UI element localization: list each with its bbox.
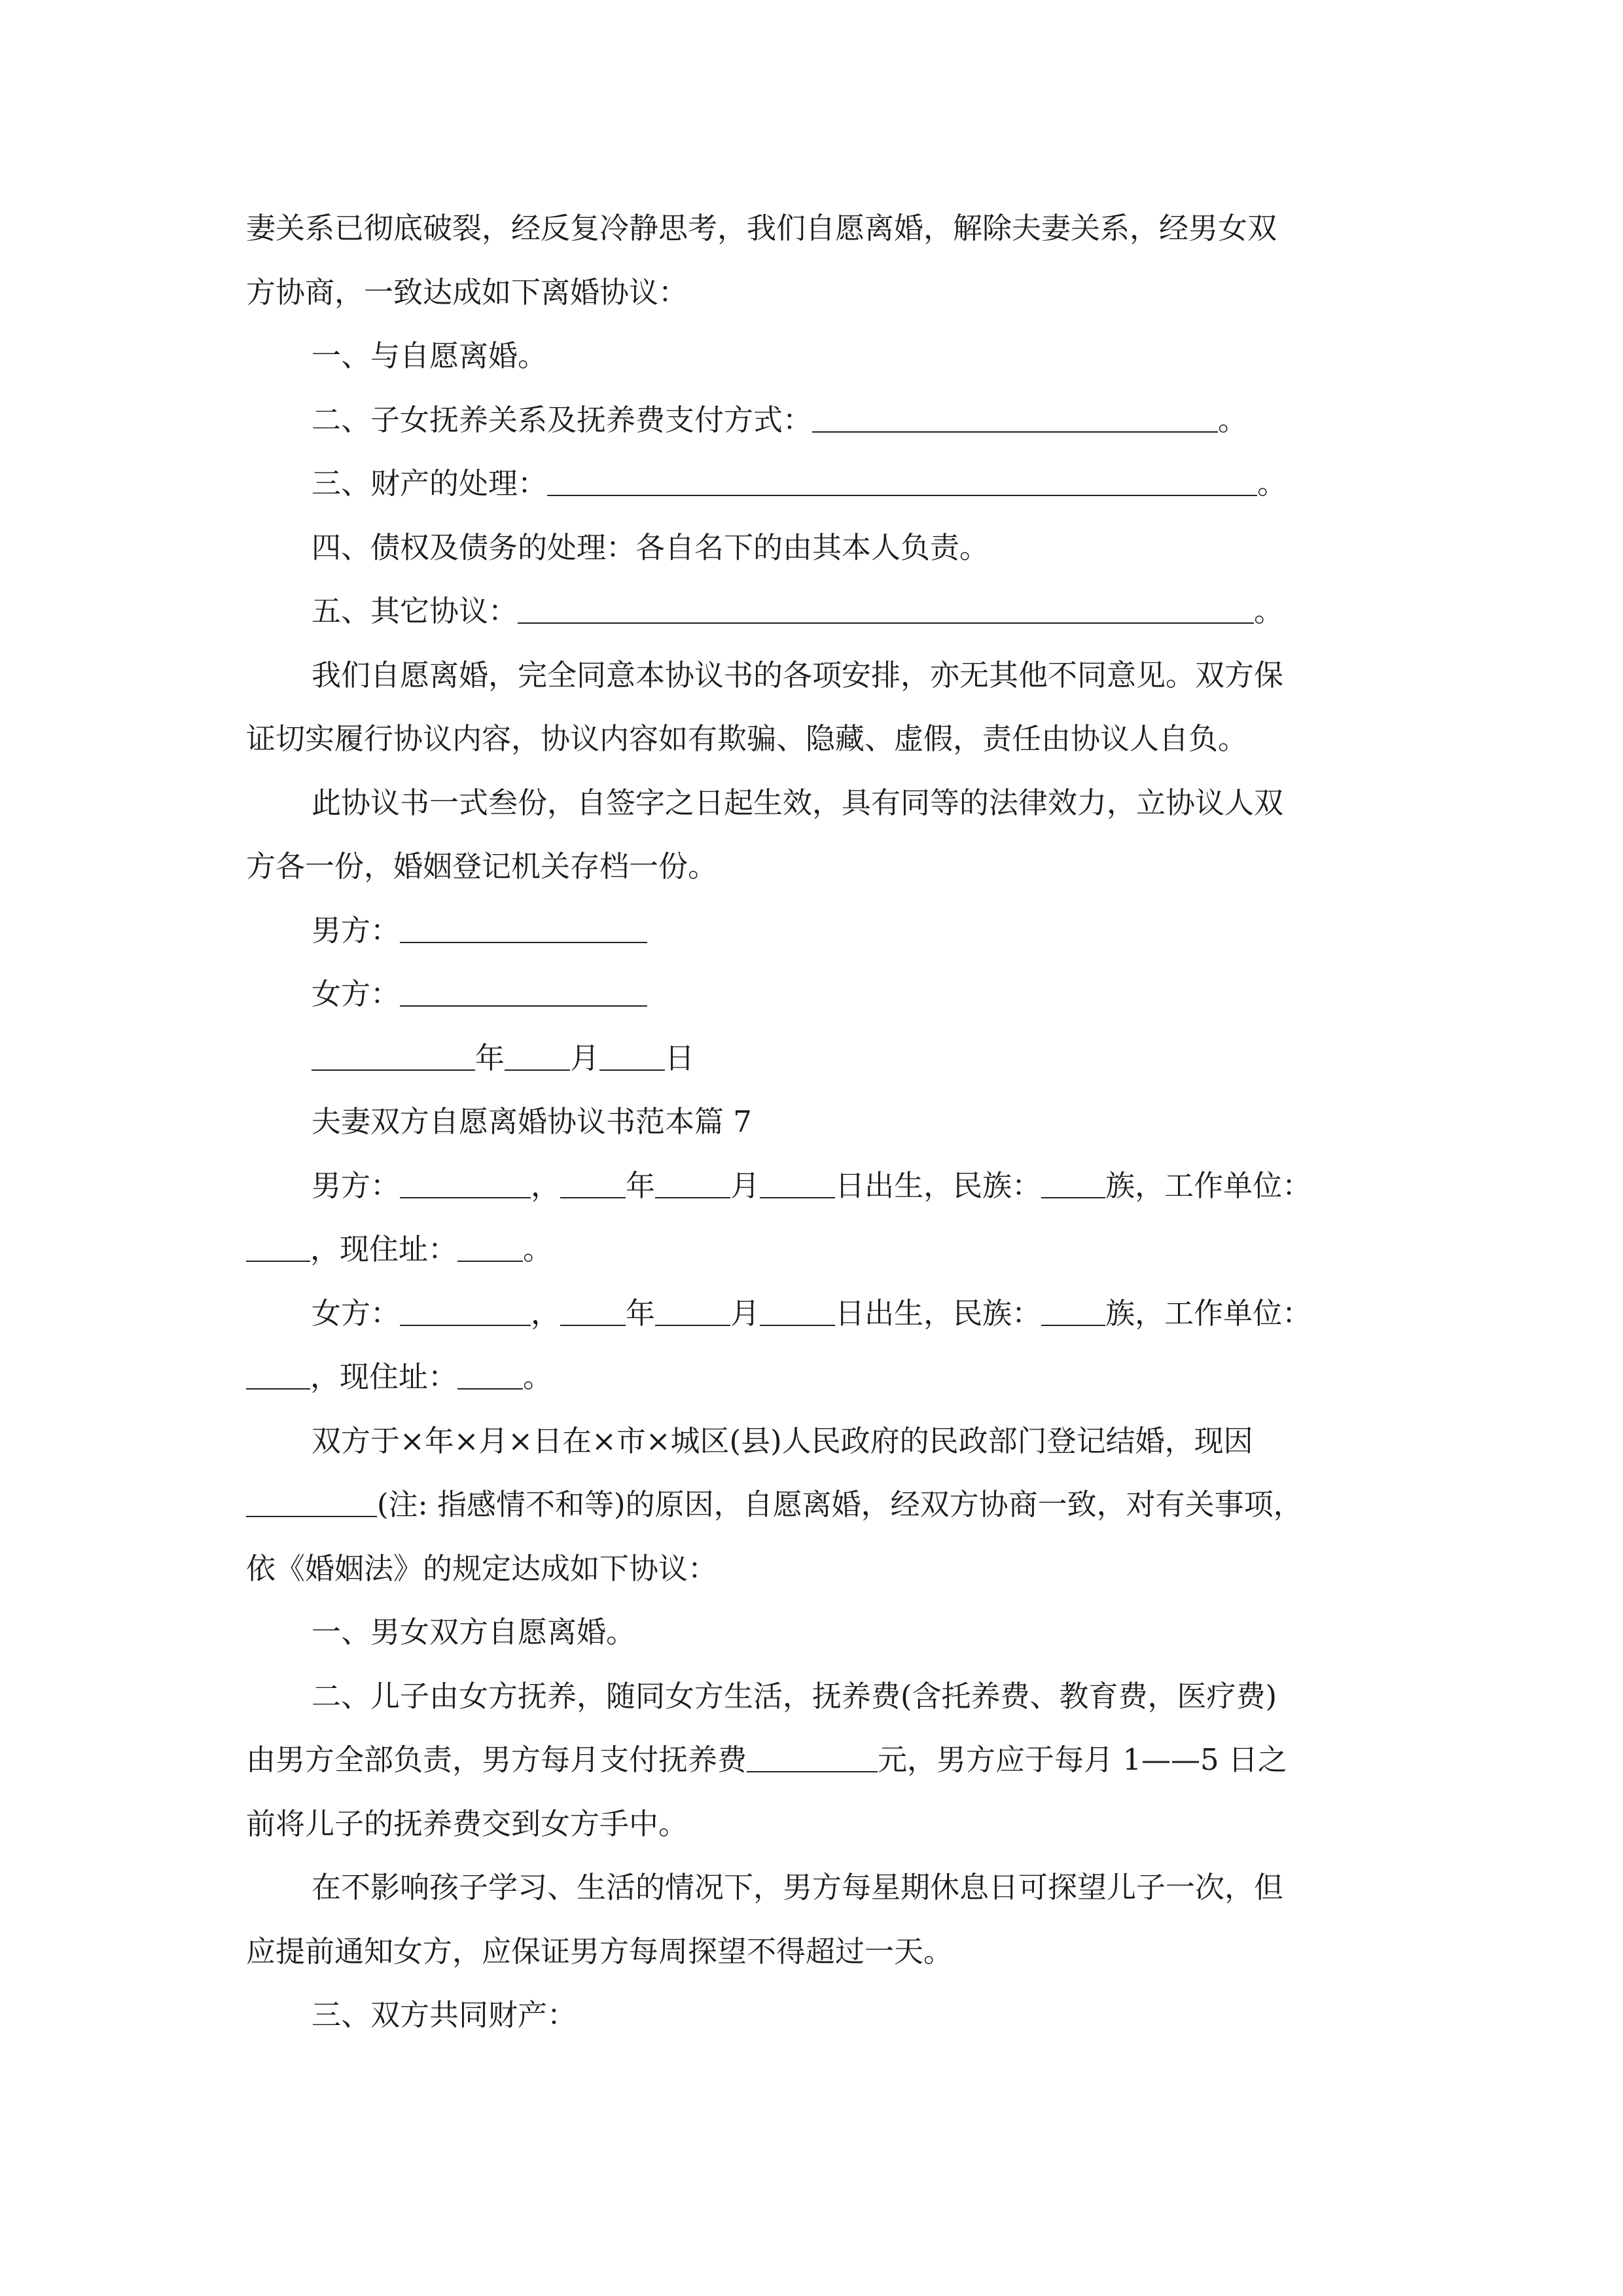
registration-line-3: 依《婚姻法》的规定达成如下协议：: [246, 1551, 718, 1586]
clause-4: 四、债权及债务的处理：各自名下的由其本人负责。: [312, 529, 990, 565]
copies-line-1: 此协议书一式叁份，自签字之日起生效，具有同等的法律效力，立协议人双: [312, 785, 1284, 820]
date-month-label: 月: [570, 1040, 600, 1075]
male-signature-label: 男方：: [312, 912, 401, 948]
female-address-line: [246, 1345, 1389, 1409]
property-blank: [547, 469, 1257, 496]
clause-1: 一、与自愿离婚。: [312, 338, 548, 373]
male-address-end: 。: [523, 1232, 553, 1266]
female-work-label: 族，工作单位：: [1105, 1295, 1312, 1331]
month-blank: [505, 1043, 570, 1071]
male-signature-line: [246, 899, 1389, 963]
support-amount-blank: [747, 1745, 878, 1772]
year-blank: [312, 1043, 475, 1071]
male-ethnicity-blank: [1041, 1171, 1105, 1198]
female-ethnicity-blank: [1041, 1299, 1105, 1326]
document-body: [246, 196, 1389, 2047]
clause-2-end: 。: [1218, 402, 1248, 437]
agreement-2-line-1: 二、儿子由女方抚养，随同女方生活，抚养费(含托养费、教育费，医疗费): [312, 1678, 1277, 1713]
agreement-2-text-a: 由男方全部负责，男方每月支付抚养费: [246, 1742, 747, 1777]
male-workplace-blank: [246, 1234, 310, 1262]
female-birth-day-blank: [760, 1299, 835, 1326]
clause-2: [246, 388, 1389, 452]
male-address-label: ，现住址：: [310, 1232, 458, 1266]
female-workplace-blank: [246, 1362, 310, 1390]
registration-line-2: [246, 1473, 1389, 1537]
female-address-end: 。: [523, 1359, 553, 1394]
registration-line-2-text: (注: 指感情不和等)的原因，自愿离婚，经双方协商一致，对有关事项，: [377, 1487, 1303, 1522]
male-address-line: [246, 1217, 1389, 1282]
child-support-blank: [812, 405, 1218, 433]
female-info-line: [246, 1282, 1389, 1346]
section-heading: 夫妻双方自愿离婚协议书范本篇 7: [312, 1104, 752, 1139]
male-birth-month-blank: [655, 1171, 730, 1198]
female-signature-blank: [400, 979, 647, 1007]
clause-5: [246, 579, 1389, 643]
female-signature-line: [246, 962, 1389, 1026]
female-year-label: 年: [626, 1295, 656, 1331]
female-born-label: 日出生，民族：: [835, 1295, 1042, 1331]
clause-5-label: 五、其它协议：: [312, 594, 518, 628]
copies-line-2: 方各一份，婚姻登记机关存档一份。: [246, 849, 718, 884]
male-birth-day-blank: [760, 1171, 835, 1198]
male-birth-year-blank: [560, 1171, 626, 1198]
visitation-line-1: 在不影响孩子学习、生活的情况下，男方每星期休息日可探望儿子一次，但: [312, 1870, 1284, 1905]
female-info-label: 女方：: [312, 1295, 401, 1331]
female-birth-month-blank: [655, 1299, 730, 1326]
clause-2-label: 二、子女抚养关系及抚养费支付方式：: [312, 402, 813, 437]
clause-5-end: 。: [1254, 594, 1284, 628]
date-day-label: 日: [665, 1040, 695, 1075]
female-address-blank: [457, 1362, 523, 1390]
confirm-line-1: 我们自愿离婚，完全同意本协议书的各项安排，亦无其他不同意见。双方保: [312, 657, 1284, 692]
female-address-label: ，现住址：: [310, 1359, 458, 1394]
agreement-1: 一、男女双方自愿离婚。: [312, 1615, 636, 1649]
female-signature-label: 女方：: [312, 977, 401, 1011]
divorce-reason-blank: [246, 1490, 377, 1517]
female-name-blank: [400, 1299, 531, 1326]
male-year-label: 年: [626, 1168, 656, 1203]
male-month-label: 月: [730, 1168, 760, 1203]
male-born-label: 日出生，民族：: [835, 1168, 1042, 1203]
male-info-line: [246, 1154, 1389, 1218]
other-agreement-blank: [518, 596, 1254, 624]
male-info-label: 男方：: [312, 1168, 401, 1203]
agreement-3: 三、双方共同财产：: [312, 1998, 577, 2032]
male-name-blank: [400, 1171, 531, 1198]
agreement-2-line-2: [246, 1728, 1389, 1792]
clause-3-label: 三、财产的处理：: [312, 466, 548, 501]
clause-3: [246, 452, 1389, 516]
clause-3-end: 。: [1257, 466, 1287, 501]
date-line: [246, 1026, 1389, 1090]
agreement-2-line-3: 前将儿子的抚养费交到女方手中。: [246, 1806, 688, 1841]
day-blank: [599, 1043, 665, 1071]
date-year-label: 年: [475, 1040, 505, 1075]
female-birth-year-blank: [560, 1299, 626, 1326]
visitation-line-2: 应提前通知女方，应保证男方每周探望不得超过一天。: [246, 1933, 954, 1969]
confirm-line-2: 证切实履行协议内容，协议内容如有欺骗、隐藏、虚假，责任由协议人自负。: [246, 721, 1248, 756]
female-month-label: 月: [730, 1295, 760, 1331]
registration-line-1: 双方于×年×月×日在×市×城区(县)人民政府的民政部门登记结婚，现因: [312, 1423, 1253, 1458]
male-address-blank: [457, 1234, 523, 1262]
intro-line-2: 方协商，一致达成如下离婚协议：: [246, 274, 688, 310]
male-signature-blank: [400, 916, 647, 943]
agreement-2-text-b: 元，男方应于每月 1——5 日之: [878, 1742, 1287, 1777]
male-info-comma: ，: [531, 1168, 561, 1203]
male-work-label: 族，工作单位：: [1105, 1168, 1312, 1203]
female-info-comma: ，: [531, 1295, 561, 1331]
intro-line-1: 妻关系已彻底破裂，经反复冷静思考，我们自愿离婚，解除夫妻关系，经男女双: [246, 211, 1277, 245]
